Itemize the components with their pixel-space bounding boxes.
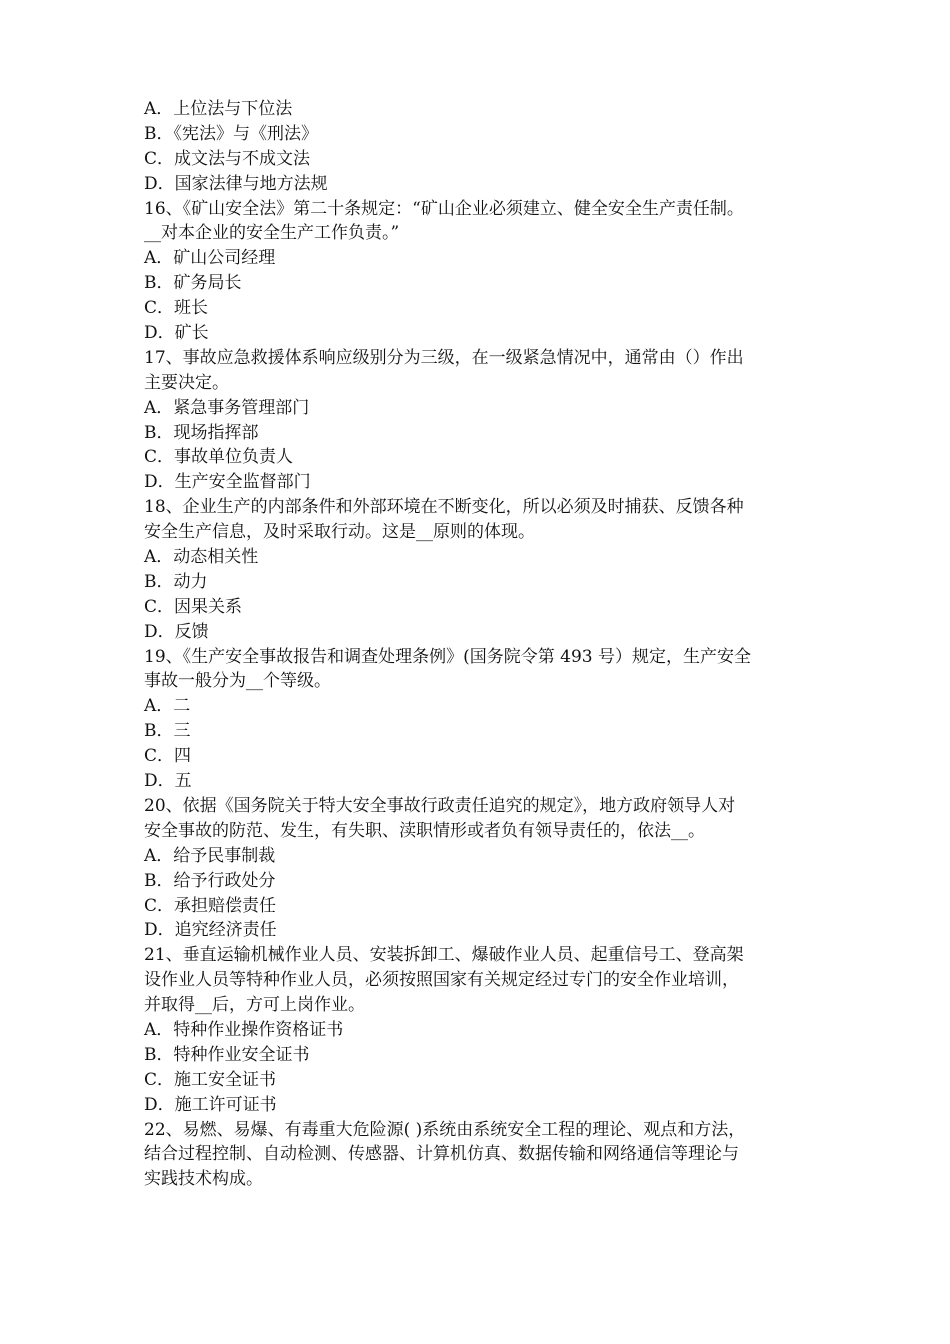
question-21-line-2: 设作业人员等特种作业人员，必须按照国家有关规定经过专门的安全作业培训，: [144, 970, 739, 991]
question-19-line-2: 事故一般分为__个等级。: [144, 671, 331, 692]
option-b-17: B．现场指挥部: [144, 422, 259, 443]
question-20-line-1: 20、依据《国务院关于特大安全事故行政责任追究的规定》，地方政府领导人对: [144, 795, 736, 816]
option-a-20: A．给予民事制裁: [144, 845, 276, 866]
question-18-line-2: 安全生产信息，及时采取行动。这是__原则的体现。: [144, 522, 535, 543]
question-17-line-1: 17、事故应急救援体系响应级别分为三级，在一级紧急情况中，通常由（）作出: [144, 347, 744, 368]
question-16-line-1: 16、《矿山安全法》第二十条规定：“矿山企业必须建立、健全安全生产责任制。: [144, 198, 744, 219]
option-d-19: D．五: [144, 771, 192, 792]
option-d-16: D．矿长: [144, 323, 209, 344]
option-c-20: C．承担赔偿责任: [144, 895, 277, 916]
option-d-15: D．国家法律与地方法规: [144, 173, 328, 194]
question-17-line-2: 主要决定。: [144, 372, 229, 393]
option-b-18: B．动力: [144, 571, 208, 592]
option-d-21: D．施工许可证书: [144, 1094, 277, 1115]
option-d-17: D．生产安全监督部门: [144, 472, 311, 493]
question-19-line-1: 19、《生产安全事故报告和调查处理条例》(国务院令第 493 号）规定，生产安全: [144, 646, 752, 667]
option-c-19: C．四: [144, 746, 192, 767]
question-21-line-1: 21、垂直运输机械作业人员、安装拆卸工、爆破作业人员、起重信号工、登高架: [144, 945, 744, 966]
option-c-17: C．事故单位负责人: [144, 447, 294, 468]
option-c-16: C．班长: [144, 298, 209, 319]
option-a-15: A．上位法与下位法: [144, 99, 293, 119]
option-d-18: D．反馈: [144, 621, 209, 642]
option-b-15: B．《宪法》与《刑法》: [144, 123, 318, 144]
question-22-line-2: 结合过程控制、自动检测、传感器、计算机仿真、数据传输和网络通信等理论与: [144, 1144, 739, 1165]
option-a-19: A．二: [144, 696, 191, 717]
option-c-18: C．因果关系: [144, 596, 243, 617]
question-21-line-3: 并取得__后，方可上岗作业。: [144, 995, 365, 1016]
option-b-16: B．矿务局长: [144, 273, 242, 294]
question-16-line-2: __对本企业的安全生产工作负责。”: [144, 223, 400, 244]
question-20-line-2: 安全事故的防范、发生，有失职、渎职情形或者负有领导责任的，依法__。: [144, 820, 705, 841]
document-body: [144, 97, 824, 1192]
question-22-line-3: 实践技术构成。: [144, 1169, 263, 1190]
option-a-21: A．特种作业操作资格证书: [144, 1019, 344, 1040]
option-c-15: C．成文法与不成文法: [144, 148, 311, 169]
option-a-18: A．动态相关性: [144, 547, 259, 568]
option-b-20: B．给予行政处分: [144, 870, 276, 891]
option-a-16: A．矿山公司经理: [144, 248, 276, 269]
option-c-21: C．施工安全证书: [144, 1069, 277, 1090]
option-b-19: B．三: [144, 721, 191, 742]
question-22-line-1: 22、易燃、易爆、有毒重大危险源( )系统由系统安全工程的理论、观点和方法，: [144, 1119, 746, 1140]
question-18-line-1: 18、企业生产的内部条件和外部环境在不断变化，所以必须及时捕获、反馈各种: [144, 497, 744, 518]
option-a-17: A．紧急事务管理部门: [144, 397, 310, 418]
option-b-21: B．特种作业安全证书: [144, 1044, 310, 1065]
option-d-20: D．追究经济责任: [144, 920, 277, 941]
